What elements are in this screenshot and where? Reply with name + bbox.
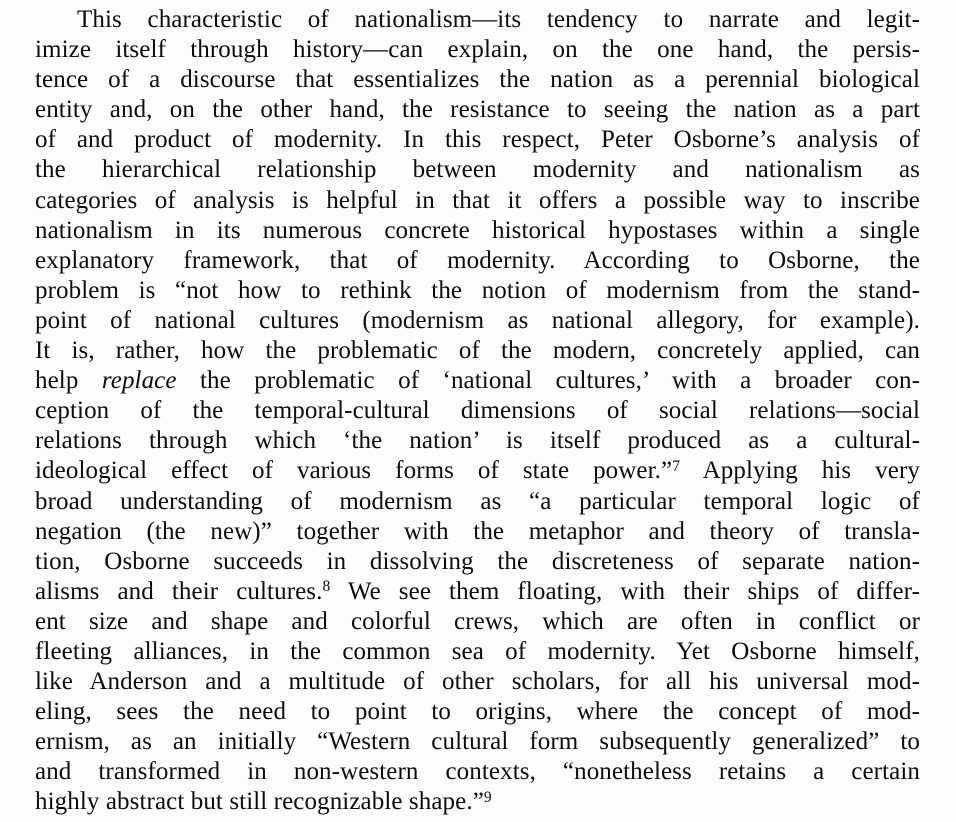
text-segment: like Anderson and a multitude of other scholars, for all his universal mod- (35, 668, 920, 696)
text-segment: negation (the new)” together with the metaphor and theory of transla- (35, 517, 920, 545)
text-segment: and transformed in non-western contexts, “nonetheless retains a certain (35, 758, 920, 786)
text-segment: problem is “not how to rethink the notion of modernism from the stand- (35, 276, 920, 304)
text-segment: It is, rather, how the problematic of the modern, concretely applied, can (35, 337, 920, 365)
footnote-reference: 8 (322, 578, 331, 596)
text-line (35, 517, 920, 547)
text-segment: broad understanding of modernism as “a particular temporal logic of (35, 487, 920, 515)
text-segment: imize itself through history—can explain, on the one hand, the persis- (35, 36, 920, 64)
text-segment: ideological effect of various forms of state power.” (35, 457, 673, 485)
text-segment: ent size and shape and colorful crews, which are often in conflict or (35, 607, 920, 635)
text-line (35, 125, 920, 155)
text-segment: of and product of modernity. In this respect, Peter Osborne’s analysis of (35, 126, 920, 154)
text-segment: relations through which ‘the nation’ is itself produced as a cultural- (35, 427, 920, 455)
text-line (35, 607, 920, 637)
text-segment: tion, Osborne succeeds in dissolving the discreteness of separate nation- (35, 547, 920, 575)
text-line (35, 246, 920, 276)
footnote-reference: 7 (672, 457, 681, 475)
text-segment: the hierarchical relationship between modernity and nationalism as (35, 156, 920, 184)
text-line (35, 667, 920, 697)
text-line (35, 65, 920, 95)
body-paragraph (35, 5, 920, 818)
text-segment: replace (101, 367, 177, 395)
text-line (35, 276, 920, 306)
text-line (35, 787, 920, 817)
footnote-reference: 9 (483, 788, 492, 806)
text-segment: the problematic of ‘national cultures,’ with a broader con- (176, 367, 920, 395)
text-segment: explanatory framework, that of modernity. According to Osborne, the (35, 246, 920, 274)
text-segment: alisms and their cultures. (35, 577, 323, 605)
text-line (35, 366, 920, 396)
text-segment: ception of the temporal-cultural dimensions of social relations—social (35, 397, 920, 425)
text-segment: This characteristic of nationalism—its tendency to narrate and legit- (77, 6, 920, 33)
text-segment: help (35, 367, 102, 395)
text-segment: ernism, as an initially “Western cultural form subsequently generalized” to (35, 728, 920, 756)
text-segment: Applying his very (680, 457, 920, 485)
text-line (35, 577, 920, 607)
text-line (35, 727, 920, 757)
text-line (35, 757, 920, 787)
text-line (35, 186, 920, 216)
text-segment: nationalism in its numerous concrete historical hypostases within a single (35, 216, 920, 244)
text-segment: entity and, on the other hand, the resistance to seeing the nation as a part (35, 96, 920, 124)
text-line (35, 547, 920, 577)
text-segment: highly abstract but still recognizable shape.” (35, 788, 484, 816)
text-line (35, 336, 920, 366)
text-line (35, 35, 920, 65)
text-line (35, 155, 920, 185)
text-line (35, 5, 920, 35)
text-segment: tence of a discourse that essentializes the nation as a perennial biological (35, 66, 920, 94)
text-line (35, 95, 920, 125)
text-line (35, 456, 920, 486)
text-line (35, 697, 920, 727)
text-line (35, 426, 920, 456)
text-segment: categories of analysis is helpful in that it offers a possible way to inscribe (35, 186, 920, 214)
text-line (35, 396, 920, 426)
text-line (35, 216, 920, 246)
text-segment: point of national cultures (modernism as national allegory, for example). (35, 306, 920, 334)
text-segment: We see them floating, with their ships of differ- (330, 577, 920, 605)
text-line (35, 306, 920, 336)
text-segment: fleeting alliances, in the common sea of modernity. Yet Osborne himself, (35, 637, 920, 665)
text-line (35, 487, 920, 517)
text-segment: eling, sees the need to point to origins, where the concept of mod- (35, 698, 920, 726)
text-line (35, 637, 920, 667)
